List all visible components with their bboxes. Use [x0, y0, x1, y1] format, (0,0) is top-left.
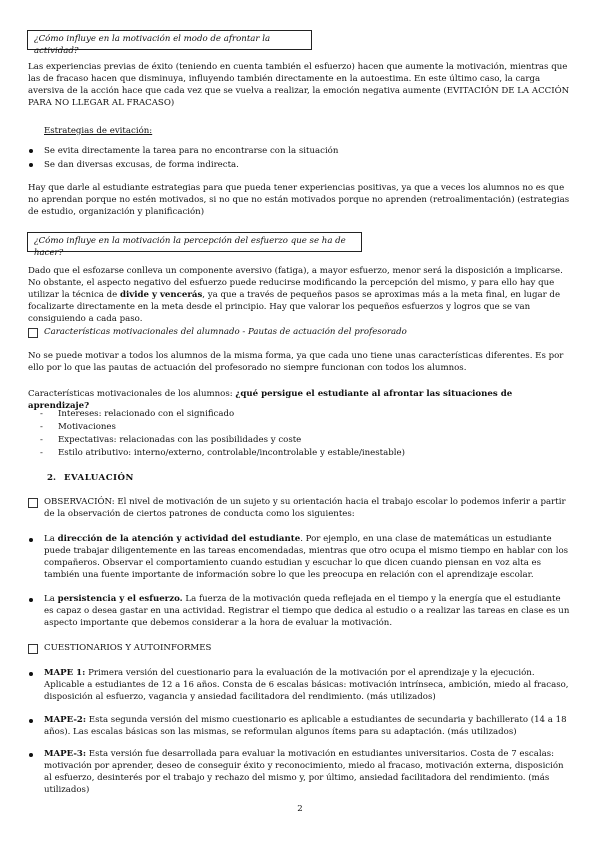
- divide-y-venceras: divide y vencerás: [119, 290, 203, 300]
- bullet-dot: [29, 598, 33, 602]
- bullet-persistence: La persistencia y el esfuerzo. La fuerza de la motivación queda reflejada en el tiempo y la energía que el estudiante es capaz o desea gastar en una actividad. Registrar el tiempo que dedica al estudio o a realizar las tareas en clase es un aspecto importante que debemos considerar a la hora de evaluar la motivación.: [44, 594, 570, 628]
- bullet-mape2: MAPE-2: Esta segunda versión del mismo cuestionario es aplicable a estudiantes de secundaria y bachillerato (14 a 18 años). Las escalas básicas son las mismas, se reformulan algunos ítems para su adaptación. (más utilizados): [44, 715, 567, 737]
- dash-marker: -: [40, 409, 43, 419]
- bullet-dot: [29, 719, 33, 723]
- bullet-dot: [29, 163, 33, 167]
- bullet-attention: La dirección de la atención y actividad del estudiante. Por ejemplo, en una clase de matemáticas un estudiante puede trabajar diligentemente en las tareas encomendadas, mientras que otro ocupa el mismo tiempo en hablar con los compañeros. Observar el comportamiento cuando estudian y escuchar lo que dicen cuando piensan en voz alta es también una fuente importante de información sobre lo que les preocupa en relación con el aprendizaje escolar.: [44, 534, 569, 580]
- paragraph-strategies-closing: Hay que darle al estudiante estrategias para que pueda tener experiencias positivas, ya que a veces los alumnos no es que no aprendan porque no estén motivados, si no que no están motivados porque no aprenden (retroalimentación) (estrategias de estudio, organización y planificación): [28, 183, 570, 217]
- question-coping-label: ¿Cómo influye en la motivación el modo de afrontar la actividad?: [34, 34, 271, 56]
- checkbox-square: [28, 328, 38, 338]
- dash-marker: -: [40, 435, 43, 445]
- list-item: Expectativas: relacionadas con las posibilidades y coste: [58, 435, 302, 445]
- bullet-dot: [29, 672, 33, 676]
- checkbox-square: [28, 498, 38, 508]
- strategies-title: Estrategias de evitación:: [44, 126, 153, 136]
- dash-marker: -: [40, 448, 43, 458]
- paragraph-effort: Dado que el esfozarse conlleva un componente aversivo (fatiga), a mayor esfuerzo, menor será la disposición a implicarse. No obstante, el aspecto negativo del esfuerzo puede reducirse modificando la percepción del mismo, y para ello hay que utilizar la técnica de divide y vencerás, ya que a través de pequeños pasos se aproximas más a la meta final, en lugar de focalizarte directamente en la meta desde el principio. Hay que valorar los pequeños esfuerzos y logros que se van consiguiendo a cada paso.: [28, 266, 563, 324]
- bullet-mape3: MAPE-3: Esta versión fue desarrollada para evaluar la motivación en estudiantes universitarios. Costa de 7 escalas: motivación por aprender, deseo de conseguir éxito y reconocimiento, miedo al fracaso, motivación externa, disposición al esfuerzo, desinterés por el trabajo y rechazo del mismo y, por último, ansiedad facilitadora del rendimiento. (más utilizados): [44, 749, 564, 795]
- question-box-effort: [27, 232, 362, 258]
- section-title-evaluation: EVALUACIÓN: [64, 473, 134, 483]
- question-effort-label: ¿Cómo influye en la motivación la percepción del esfuerzo que se ha de hacer?: [34, 236, 346, 258]
- paragraph-previous-experiences: Las experiencias previas de éxito (teniendo en cuenta también el esfuerzo) hacen que aumente la motivación, mientras que las de fracaso hacen que disminuya, influyendo también directamente en la autoestima. En este último caso, la carga aversiva de la acción hace que cada vez que se vuelva a realizar, la emoción negativa aumente (EVITACIÓN DE LA ACCIÓN PARA NO LLEGAR AL FRACASO): [28, 62, 570, 108]
- observation-paragraph: OBSERVACIÓN: El nivel de motivación de un sujeto y su orientación hacia el trabajo escolar lo podemos inferir a partir de la observación de ciertos patrones de conducta como los siguientes:: [44, 497, 566, 519]
- page-number: 2: [297, 804, 303, 814]
- list-item: Motivaciones: [58, 422, 116, 432]
- section-number: 2.: [47, 473, 56, 483]
- questionnaires-heading: CUESTIONARIOS Y AUTOINFORMES: [44, 643, 212, 653]
- paragraph-characteristics-intro: No se puede motivar a todos los alumnos de la misma forma, ya que cada uno tiene unas características diferentes. Es por ello por lo que las pautas de actuación del profesorado no siempre funcionan con todos los alumnos.: [28, 351, 564, 373]
- bullet-dot: [29, 753, 33, 757]
- dash-marker: -: [40, 422, 43, 432]
- characteristics-heading: Características motivacionales del alumnado - Pautas de actuación del profesorado: [44, 327, 407, 337]
- bullet-dot: [29, 149, 33, 153]
- checkbox-square: [28, 644, 38, 654]
- list-item: Estilo atributivo: interno/externo, controlable/incontrolable y estable/inestable): [58, 448, 405, 458]
- list-item: Se evita directamente la tarea para no encontrarse con la situación: [44, 146, 339, 156]
- characteristics-question: Características motivacionales de los alumnos: ¿qué persigue el estudiante al afrontar las situaciones de aprendizaje?: [28, 389, 513, 411]
- list-item: Intereses: relacionado con el significado: [58, 409, 235, 419]
- bullet-dot: [29, 538, 33, 542]
- list-item: Se dan diversas excusas, de forma indirecta.: [44, 160, 239, 170]
- question-box-coping: [27, 30, 312, 56]
- bullet-mape1: MAPE 1: Primera versión del cuestionario para la evaluación de la motivación por el aprendizaje y la ejecución. Aplicable a estudiantes de 12 a 16 años. Consta de 6 escalas básicas: motivación intrínseca, ambición, miedo al fracaso, disposición al esfuerzo, vagancia y ansiedad facilitadora del rendimiento. (más utilizados): [44, 668, 569, 702]
